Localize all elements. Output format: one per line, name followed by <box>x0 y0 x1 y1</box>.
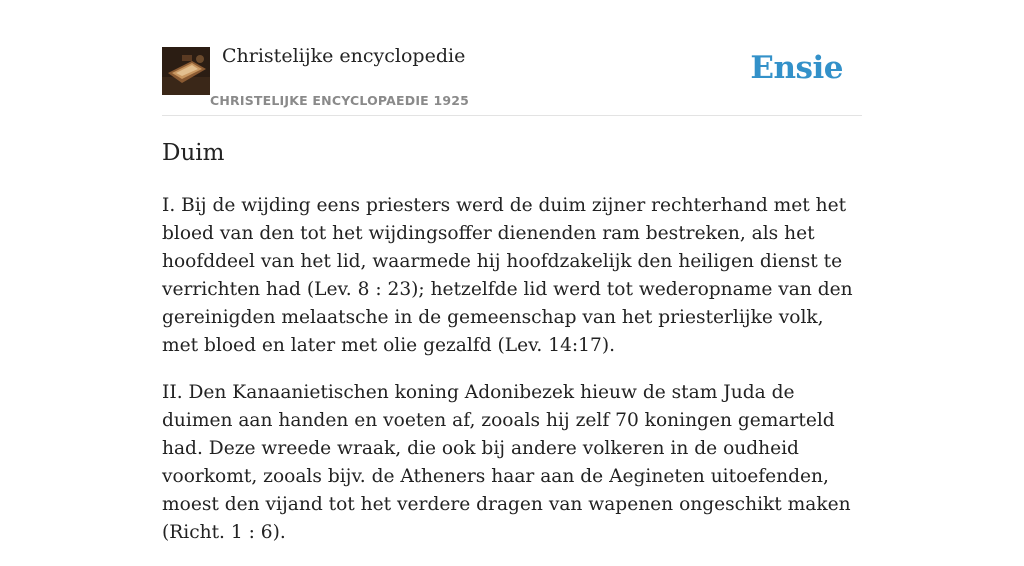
article-paragraph: I. Bij de wijding eens priesters werd de duim zijner rechterhand met het bloed van den tot het wijdingsoffer dienenden ram bestreken, als het hoofddeel van het lid, waarmede hij hoofdzakelijk den heiligen dienst te verrichten had (Lev. 8 : 23); hetzelfde lid werd tot wederopname van den gereinigden melaatsche in de gemeenschap van het priesterlijke volk, met bloed en later met olie gezalfd (Lev. 14:17). <box>162 195 853 356</box>
brand-logo[interactable]: Ensie <box>750 50 843 86</box>
source-title[interactable]: Christelijke encyclopedie <box>222 45 466 67</box>
article-body <box>162 192 862 566</box>
source-avatar[interactable] <box>162 47 210 95</box>
content-column <box>162 0 862 543</box>
article-title: Duim <box>162 140 225 166</box>
source-header <box>162 0 862 116</box>
article-paragraph: II. Den Kanaanietischen koning Adonibezek hieuw de stam Juda de duimen aan handen en voeten af, zooals hij zelf 70 koningen gemarteld had. Deze wreede wraak, die ook bij andere volkeren in de oudheid voorkomt, zooals bijv. de Atheners haar aan de Aegineten uitoefenden, moest den vijand tot het verdere dragen van wapenen ongeschikt maken (Richt. 1 : 6). <box>162 382 851 543</box>
source-subtitle: CHRISTELIJKE ENCYCLOPAEDIE 1925 <box>210 93 470 108</box>
